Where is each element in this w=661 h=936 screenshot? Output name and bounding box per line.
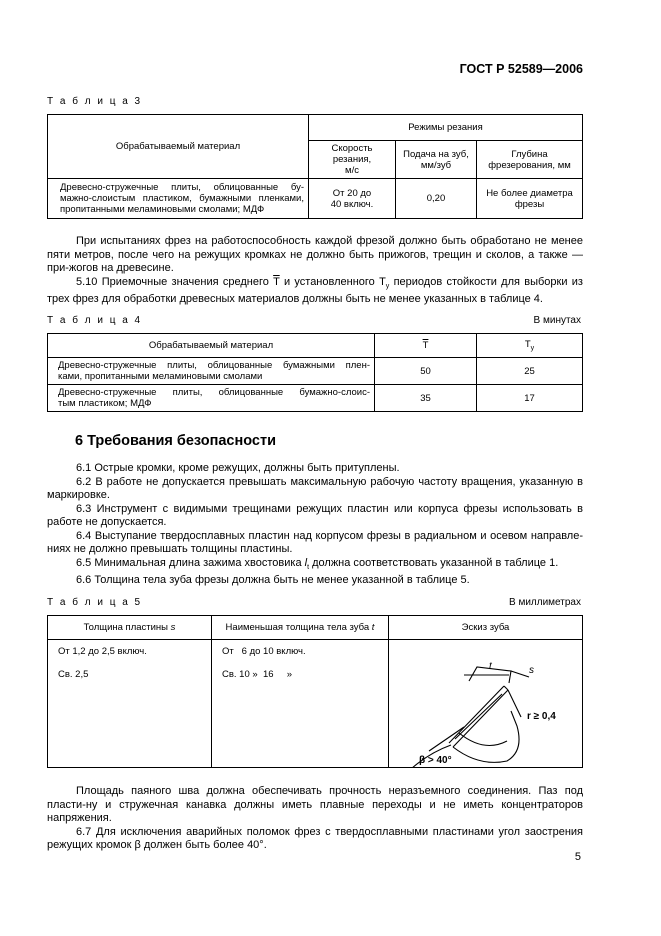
table-4-header-t (375, 334, 477, 358)
table-3-row-material-line2: мажно-слоистым пластиком, бумажными пленками, (60, 193, 304, 204)
paragraph-5-10 (47, 276, 583, 307)
table-4-header-ty-sub: у (530, 344, 535, 352)
table-3-header-modes: Режимы резания (309, 115, 583, 141)
table-3-header-speed (309, 141, 396, 179)
table-5-unit: В миллиметрах (509, 597, 581, 608)
table-5-header-plate-sym: s (170, 622, 176, 633)
table-3-row-speed-line2: 40 включ. (330, 198, 374, 210)
table-3-row-material-line1: Древесно-стружечные плиты, облицованные бу- (60, 182, 304, 193)
sketch-plate-edge-2 (453, 690, 508, 747)
table-3-caption: Т а б л и ц а 3 (47, 96, 143, 107)
table-4-row-2-t: 35 (375, 385, 477, 412)
sketch-plate-tip (504, 686, 508, 690)
tooth-sketch (389, 641, 582, 767)
table-5-sketch-cell (389, 640, 583, 768)
paragraph-5-10-tbar: $\overline{T}$ (273, 275, 280, 288)
section-6-title: 6 Требования безопасности (75, 433, 277, 449)
table-5-header-plate-text: Толщина пластины (83, 622, 169, 633)
table-3 (47, 114, 583, 219)
table-5-caption: Т а б л и ц а 5 (47, 597, 143, 608)
table-3-header-depth-line1: Глубина (511, 148, 548, 160)
table-4 (47, 333, 583, 412)
paragraph-block-final (47, 785, 583, 853)
paragraph-6-1: 6.1 Острые кромки, кроме режущих, должны быть притуплены. (76, 462, 400, 474)
table-5 (47, 615, 583, 768)
table-5-header-plate (48, 616, 212, 640)
table-4-row-2-line1: Древесно-стружечные плиты, облицованные бумажно-слоис- (58, 387, 370, 398)
table-4-header-ty (477, 334, 583, 358)
paragraph-6-5-part-a: 6.5 Минимальная длина зажима хвостовика (76, 556, 302, 569)
paragraph-test: При испытаниях фрез на работоспособность каждой фрезой должно быть обработано не менее пяти метров, после чего на режущих кромках не должно быть прижогов, трещин и сколов, а также — при-жогов на древесине. (47, 235, 583, 274)
paragraph-5-10-sub: у (385, 282, 390, 290)
table-3-header-speed-line1: Скорость резания, (331, 143, 373, 165)
table-3-row-feed: 0,20 (396, 179, 477, 219)
sketch-label-r: r ≥ 0,4 (527, 710, 556, 722)
paragraph-block-1 (47, 235, 583, 307)
table-5-header-sketch: Эскиз зуба (389, 616, 583, 640)
sketch-plate-edge-1 (449, 686, 504, 743)
paragraph-weld: Площадь паяного шва должна обеспечивать прочность неразъемного соединения. Паз под пласти-ну и стружечная канавка должны иметь плавные переходы и не иметь концентраторов напряжения. (47, 785, 583, 824)
sketch-dim-s-line (511, 671, 529, 677)
table-4-caption: Т а б л и ц а 4 (47, 315, 143, 326)
table-3-header-speed-line2: м/с (345, 165, 359, 176)
table-4-header-material: Обрабатываемый материал (48, 334, 375, 358)
paragraph-5-10-part-b: и установленного T (283, 275, 386, 288)
table-4-row-1-material (48, 358, 375, 385)
paragraph-6-7: 6.7 Для исключения аварийных поломок фрез с твердосплавными пластинами угол заострения режущих кромок β должен быть более 40°. (47, 825, 583, 851)
sketch-label-beta: β > 40° (419, 754, 452, 766)
table-3-row-speed-line1: От 20 до (332, 187, 372, 199)
sketch-label-s: s (529, 664, 534, 676)
paragraph-6-4: 6.4 Выступание твердосплавных пластин над корпусом фрезы в радиальном и осевом направле-ниях не должно превышать толщины пластины. (47, 529, 583, 555)
table-4-header-ty-symbol: T (524, 339, 531, 351)
paragraph-6-3: 6.3 Инструмент с видимыми трещинами режущих пластин или корпуса фрезы использовать в работе не допускается. (47, 502, 583, 528)
table-5-header-body-sym: t (371, 622, 375, 633)
table-5-r2-plate: Св. 2,5 (58, 669, 89, 680)
table-4-row-2-material (48, 385, 375, 412)
table-4-row-1-line2: ками, пропитанными меламиновыми смолами (58, 371, 263, 382)
sketch-plate-inner (455, 694, 502, 739)
table-5-r1-body: От 6 до 10 включ. (222, 646, 306, 657)
table-4-row-1-ty: 25 (477, 358, 583, 385)
table-5-header-body (212, 616, 389, 640)
document-code: ГОСТ Р 52589—2006 (459, 62, 583, 76)
paragraph-6-5-part-b: должна соответствовать указанной в таблице 1. (312, 556, 559, 569)
paragraph-6-6: 6.6 Толщина тела зуба фрезы должна быть не менее указанной в таблице 5. (76, 574, 470, 587)
section-6-body (47, 462, 583, 588)
table-5-header-body-text: Наименьшая толщина тела зуба (225, 622, 370, 633)
paragraph-6-5-l: l (304, 556, 308, 569)
paragraph-5-10-part-a: 5.10 Приемочные значения среднего (76, 275, 269, 288)
table-4-header-t-symbol: $\overline{T}$ (422, 340, 429, 351)
table-3-row-depth-line2: фрезы (514, 198, 545, 210)
table-4-unit: В минутах (533, 315, 581, 326)
table-3-row-speed (309, 179, 396, 219)
paragraph-5-10-part-c: периодов стойкости для выборки из трех фрез для обработки древесных материалов должны быть не менее указанных в таблице 4. (47, 275, 583, 306)
table-3-row-depth-line1: Не более диаметра (486, 187, 573, 199)
table-3-header-feed (396, 141, 477, 179)
table-4-row-2-ty: 17 (477, 385, 583, 412)
table-3-row-material-line3: пропитанными меламиновыми смолами; МДФ (60, 204, 265, 215)
page-number: 5 (574, 851, 581, 863)
table-5-col-body (212, 640, 389, 768)
paragraph-6-5-sub: t (307, 563, 310, 571)
sketch-beta-line (429, 727, 464, 751)
table-4-row-2-line2: тым пластиком; МДФ (58, 398, 152, 409)
table-3-header-depth (477, 141, 583, 179)
table-5-r2-body: Св. 10 » 16 » (222, 669, 293, 680)
sketch-radius-leader (508, 690, 521, 717)
table-5-col-plate (48, 640, 212, 768)
table-4-row-1-t: 50 (375, 358, 477, 385)
sketch-label-t: t (489, 660, 492, 672)
table-3-row-material (48, 179, 309, 219)
table-3-row-depth (477, 179, 583, 219)
table-3-header-material: Обрабатываемый материал (48, 115, 309, 179)
table-3-header-feed-line1: Подача на зуб, (403, 148, 469, 160)
table-5-r1-plate: От 1,2 до 2,5 включ. (58, 646, 147, 657)
table-3-header-depth-line2: фрезерования, мм (488, 159, 571, 171)
paragraph-6-5 (47, 557, 583, 575)
paragraph-6-2: 6.2 В работе не допускается превышать максимальную рабочую частоту вращения, указанную в маркировке. (47, 475, 583, 501)
sketch-body-inner (459, 733, 507, 746)
table-3-header-feed-line2: мм/зуб (420, 159, 452, 171)
table-4-row-1-line1: Древесно-стружечные плиты, облицованные бумажными плен- (58, 360, 370, 371)
